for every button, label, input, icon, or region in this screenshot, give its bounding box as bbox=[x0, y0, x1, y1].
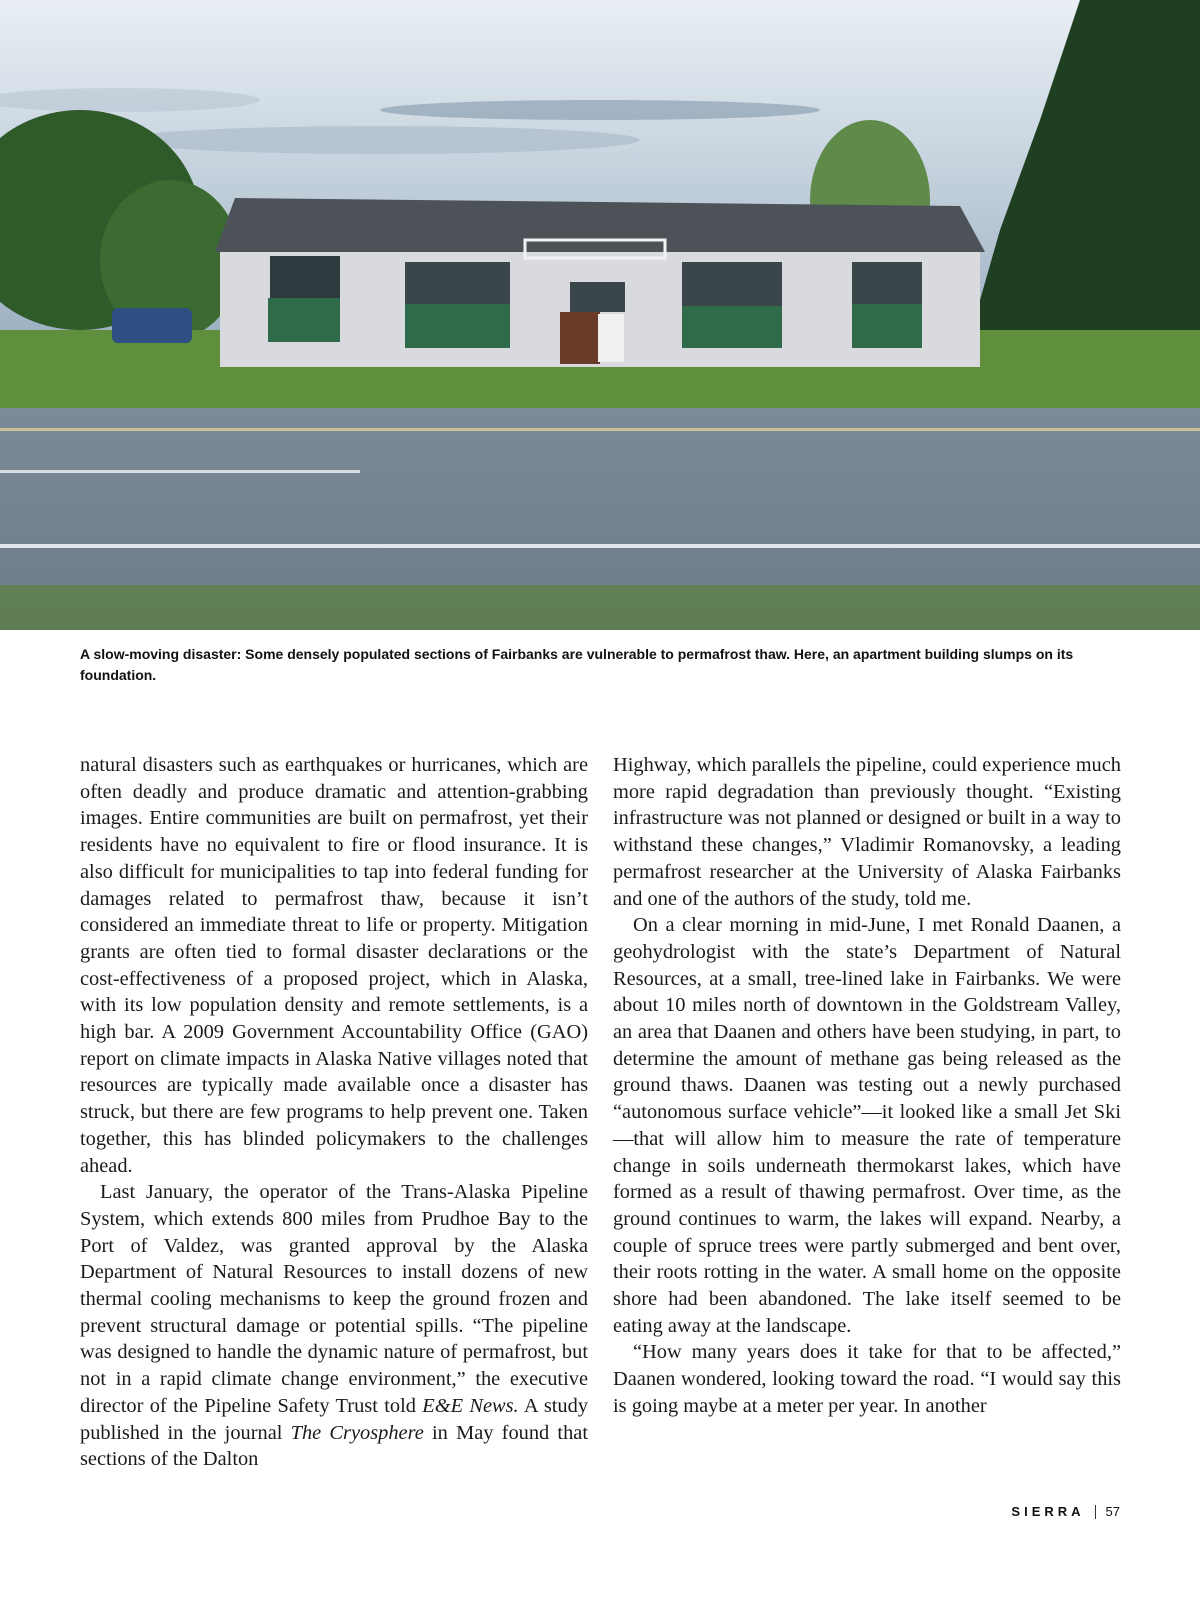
article-paragraph: On a clear morning in mid-June, I met Ronald Daanen, a geohydrologist with the state’s Department of Natural Resources, at a small, tree-lined lake in Fairbanks. We were about 10 miles north of downtown in the Goldstream Valley, an area that Daanen and others have been studying, in part, to determine the amount of methane gas being released as the ground thaws. Daanen was testing out a newly purchased “autonomous surface vehicle”—it looked like a small Jet Ski—that will allow him to measure the rate of temperature change in soils underneath thermokarst lakes, which have formed as a result of thawing permafrost. Over time, as the ground continues to warm, the lakes will expand. Nearby, a couple of spruce trees were partly submerged and bent over, their roots rotting in the water. A small home on the opposite shore had been abandoned. The lake itself seemed to be eating away at the landscape. bbox=[613, 914, 1121, 1337]
article-column-left bbox=[80, 752, 588, 1473]
article-paragraph: “How many years does it take for that to be affected,” Daanen wondered, looking toward the road. “I would say this is going maybe at a meter per year. In another bbox=[613, 1341, 1121, 1417]
page-number: 57 bbox=[1105, 1504, 1120, 1519]
photo-caption: A slow-moving disaster: Some densely populated sections of Fairbanks are vulnerable to permafrost thaw. Here, an apartment building slumps on its foundation. bbox=[80, 646, 1074, 683]
article-paragraph: Last January, the operator of the Trans-Alaska Pipeline System, which extends 800 miles from Prudhoe Bay to the Port of Valdez, was granted approval by the Alaska Department of Natural Resources to install dozens of new thermal cooling mechanisms to keep the ground frozen and prevent structural damage or potential spills. “The pipeline was designed to handle the dynamic nature of permafrost, but not in a rapid climate change environment,” the executive director of the Pipeline Safety Trust told E&E News. A study published in the journal The Cryosphere in May found that sections of the Dalton bbox=[80, 1181, 589, 1471]
article-column-right bbox=[613, 752, 1121, 1420]
apartment-building-photo bbox=[0, 0, 1200, 630]
publication-name: E&E News. bbox=[422, 1394, 519, 1417]
footer-divider bbox=[1095, 1505, 1096, 1519]
article-paragraph: natural disasters such as earthquakes or hurricanes, which are often deadly and produce dramatic and attention-grabbing images. Entire communities are built on permafrost, yet their residents have no equivalent to fire or flood insurance. It is also difficult for municipalities to tap into federal funding for damages related to permafrost thaw, because it isn’t considered an immediate threat to life or property. Mitigation grants are often tied to formal disaster declarations or the cost-effectiveness of a proposed project, which in Alaska, with its low population density and remote settlements, is a high bar. A 2009 Government Accountability Office (GAO) report on climate impacts in Alaska Native villages noted that resources are typically made available once a disaster has struck, but there are few programs to help prevent one. Taken together, this has blinded policymakers to the challenges ahead. bbox=[80, 754, 588, 1177]
magazine-name: SIERRA bbox=[1011, 1504, 1085, 1519]
article-paragraph: Highway, which parallels the pipeline, could experience much more rapid degradation than previously thought. “Existing infrastructure was not planned or designed or built in a way to withstand these changes,” Vladimir Romanovsky, a leading permafrost researcher at the University of Alaska Fairbanks and one of the authors of the study, told me. bbox=[613, 754, 1121, 910]
page-footer bbox=[1011, 1504, 1120, 1519]
publication-name: The Cryosphere bbox=[290, 1421, 424, 1444]
